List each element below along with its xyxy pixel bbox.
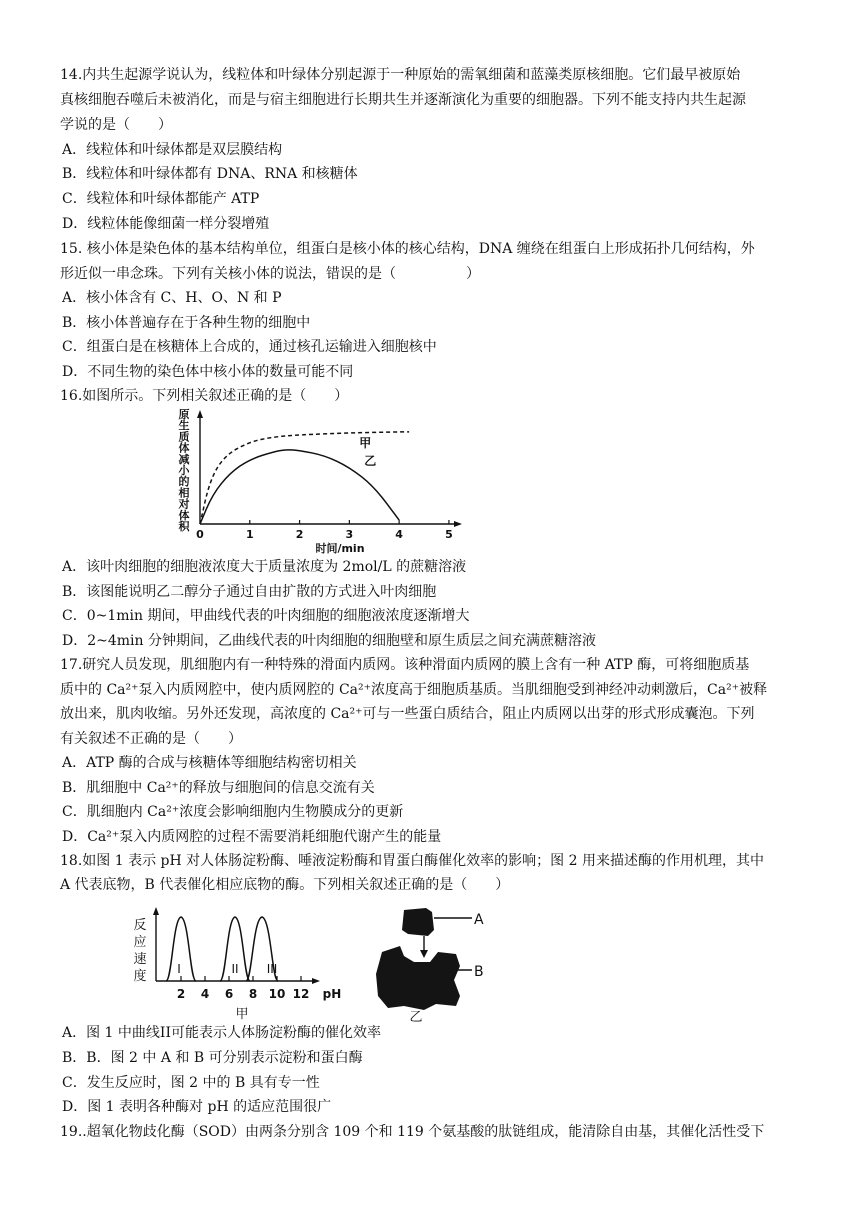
- fig1-x-unit: pH: [322, 987, 342, 1001]
- q17-option-c: C．肌细胞内 Ca²⁺浓度会影响细胞内生物膜成分的更新: [62, 804, 404, 820]
- fig1-ylabel-char-4: 度: [133, 969, 147, 984]
- chart-ylabel-char: 体: [178, 508, 190, 522]
- q14-option-a: A．线粒体和叶绿体都是双层膜结构: [62, 142, 283, 158]
- fig1-tick-4: 4: [200, 987, 210, 1001]
- fig1-tick-8: 8: [248, 987, 258, 1001]
- fig1-curve-label-1: I: [177, 962, 181, 976]
- protoplast-volume-chart: [172, 406, 472, 556]
- chart-xlabel: 时间/min: [315, 542, 365, 555]
- enzyme-mechanism-figure: [364, 900, 504, 1024]
- chart-x-tick-label: 2: [295, 528, 304, 541]
- q14-option-c: C．线粒体和叶绿体都能产 ATP: [62, 191, 260, 207]
- q15-option-d: D．不同生物的染色体中核小体的数量可能不同: [62, 364, 354, 380]
- q15-stem-line-2: 形近似一串念珠。下列有关核小体的说法，错误的是（ ）: [60, 266, 480, 282]
- chart-ylabel-char: 相: [178, 486, 190, 500]
- q16-option-c: C．0~1min 期间，甲曲线代表的叶肉细胞的细胞液浓度逐渐增大: [62, 608, 470, 624]
- fig1-tick-12: 12: [292, 987, 310, 1001]
- chart-ylabel: [178, 407, 191, 533]
- chart-series-line-1: [200, 432, 409, 524]
- chart-x-tick-label: 0: [196, 528, 204, 541]
- q17-stem-line-4: 有关叙述不正确的是（ ）: [60, 731, 242, 747]
- q14-option-b: B．线粒体和叶绿体都有 DNA、RNA 和核糖体: [62, 166, 358, 182]
- q17-option-b: B．肌细胞中 Ca²⁺的释放与细胞间的信息交流有关: [62, 780, 375, 796]
- q18-option-d: D．图 1 表明各种酶对 pH 的适应范围很广: [62, 1099, 332, 1115]
- q14-stem-line-2: 真核细胞吞噬后未被消化，而是与宿主细胞进行长期共生并逐渐演化为重要的细胞器。下列不能支持内共生起源: [60, 92, 746, 108]
- q15-stem-line-1: 15. 核小体是染色体的基本结构单位，组蛋白是核小体的核心结构，DNA 缠绕在组蛋白上形成拓扑几何结构，外: [60, 241, 755, 257]
- q16-option-d: D．2~4min 分钟期间，乙曲线代表的叶肉细胞的细胞壁和原生质层之间充满蔗糖溶液: [62, 633, 596, 649]
- fig1-curve-label-2: II: [231, 962, 239, 976]
- q16-stem: 16.如图所示。下列相关叙述正确的是（ ）: [60, 388, 349, 404]
- chart-x-axis-arrow: [454, 521, 462, 527]
- chart-x-tick-label: 1: [245, 528, 254, 541]
- fig1-tick-10: 10: [268, 987, 286, 1001]
- chart-ylabel-char: 积: [178, 520, 190, 533]
- q19-stem-line-1: 19..超氧化物歧化酶（SOD）由两条分别含 109 个和 119 个氨基酸的肽链组成，能清除自由基，其催化活性受下: [60, 1124, 765, 1140]
- chart-ylabel-char: 体: [178, 441, 190, 455]
- substrate-shape: [402, 908, 434, 936]
- fig2-caption: 乙: [409, 1010, 423, 1024]
- chart-x-tick-label: 3: [345, 528, 354, 541]
- fig1-caption: 甲: [235, 1007, 249, 1022]
- q18-option-b: B．B．图 2 中 A 和 B 可分别表示淀粉和蛋白酶: [62, 1050, 363, 1066]
- chart-ylabel-char: 对: [178, 497, 190, 511]
- binding-arrow-head: [420, 950, 428, 958]
- q18-stem-line-2: A 代表底物，B 代表催化相应底物的酶。下列相关叙述正确的是（ ）: [60, 877, 510, 893]
- fig1-tick-2: 2: [176, 987, 186, 1001]
- chart-ylabel-char: 质: [178, 430, 190, 444]
- chart-series-label-2: 乙: [364, 454, 377, 469]
- fig1-curve-label-3: III: [266, 962, 278, 976]
- q18-stem-line-1: 18.如图 1 表示 pH 对人体肠淀粉酶、唾液淀粉酶和胃蛋白酶催化效率的影响；图 2 用来描述酶的作用机理，其中: [60, 853, 764, 869]
- q15-option-a: A．核小体含有 C、H、O、N 和 P: [62, 290, 282, 306]
- chart-ylabel-char: 生: [178, 419, 190, 433]
- ph-enzyme-figure: [128, 905, 346, 1023]
- chart-x-tick-label: 5: [445, 528, 453, 541]
- label-a: A: [474, 912, 484, 928]
- enzyme-shape: [376, 946, 460, 1010]
- chart-ylabel-char: 的: [178, 475, 190, 489]
- fig1-ylabel-char-2: 应: [133, 935, 147, 950]
- q14-stem-line-3: 学说的是（ ）: [60, 117, 172, 133]
- chart-x-tick-label: 4: [395, 528, 403, 541]
- fig1-curve-1: [166, 917, 196, 981]
- q15-option-b: B．核小体普遍存在于各种生物的细胞中: [62, 315, 311, 331]
- chart-ylabel-char: 小: [178, 464, 190, 477]
- q17-option-d: D．Ca²⁺泵入内质网腔的过程不需要消耗细胞代谢产生的能量: [62, 829, 442, 845]
- q17-stem-line-3: 放出来，肌肉收缩。另外还发现，高浓度的 Ca²⁺可与一些蛋白质结合，阻止内质网以出芽的形式形成囊泡。下列: [60, 706, 755, 722]
- chart-ylabel-char: 减: [178, 452, 190, 466]
- q18-option-c: C．发生反应时，图 2 中的 B 具有专一性: [62, 1075, 320, 1091]
- chart-y-axis-arrow: [197, 410, 203, 418]
- q17-stem-line-1: 17.研究人员发现，肌细胞内有一种特殊的滑面内质网。该种滑面内质网的膜上含有一种 ATP 酶，可将细胞质基: [60, 657, 750, 673]
- q14-stem-line-1: 14.内共生起源学说认为，线粒体和叶绿体分别起源于一种原始的需氧细菌和蓝藻类原核细胞。它们最早被原始: [60, 67, 741, 83]
- fig1-ylabel-char-1: 反: [133, 918, 147, 933]
- fig1-ticks: [181, 976, 301, 981]
- fig1-y-axis-arrow: [153, 907, 159, 915]
- q17-option-a: A．ATP 酶的合成与核糖体等细胞结构密切相关: [62, 755, 357, 771]
- q15-option-c: C．组蛋白是在核糖体上合成的，通过核孔运输进入细胞核中: [62, 339, 437, 355]
- fig1-tick-6: 6: [224, 987, 234, 1001]
- chart-ylabel-char: 原: [178, 408, 190, 421]
- fig1-ylabel-char-3: 速: [133, 952, 147, 967]
- chart-series-label-1: 甲: [359, 435, 372, 450]
- label-b: B: [474, 964, 484, 980]
- q16-option-b: B．该图能说明乙二醇分子通过自由扩散的方式进入叶肉细胞: [62, 584, 437, 600]
- q18-option-a: A．图 1 中曲线II可能表示人体肠淀粉酶的催化效率: [62, 1025, 381, 1041]
- q16-option-a: A．该叶肉细胞的细胞液浓度大于质量浓度为 2mol/L 的蔗糖溶液: [62, 559, 467, 575]
- fig1-x-axis-arrow: [312, 978, 320, 984]
- q17-stem-line-2: 质中的 Ca²⁺泵入内质网腔中，使内质网腔的 Ca²⁺浓度高于细胞质基质。当肌细胞受到神经冲动刺激后，Ca²⁺被释: [60, 682, 768, 698]
- q14-option-d: D．线粒体能像细菌一样分裂增殖: [62, 216, 270, 232]
